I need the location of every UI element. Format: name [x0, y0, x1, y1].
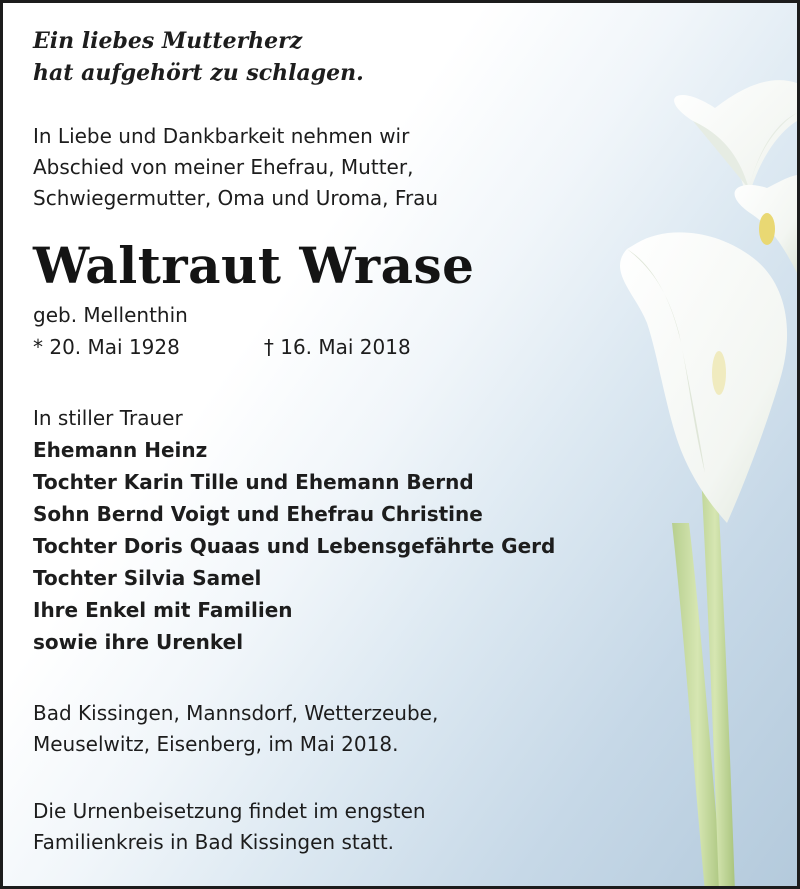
place-line: Bad Kissingen, Mannsdorf, Wetterzeube, — [33, 701, 439, 725]
place-line: Meuselwitz, Eisenberg, im Mai 2018. — [33, 732, 399, 756]
list-item: Tochter Doris Quaas und Lebensgefährte Gerd — [33, 534, 556, 558]
family-list — [33, 434, 556, 658]
place-and-date — [33, 698, 537, 760]
list-item: Tochter Karin Tille und Ehemann Bernd — [33, 470, 474, 494]
mourning-label: In stiller Trauer — [33, 406, 183, 430]
death-date: † 16. Mai 2018 — [263, 335, 411, 359]
headline-line: hat aufgehört zu schlagen. — [33, 60, 364, 86]
burial-line: Familienkreis in Bad Kissingen statt. — [33, 830, 395, 854]
intro-line: Schwiegermutter, Oma und Uroma, Frau — [33, 186, 439, 210]
life-dates — [33, 330, 537, 364]
intro-text — [33, 121, 537, 214]
burial-notice — [33, 796, 537, 858]
list-item: sowie ihre Urenkel — [33, 630, 244, 654]
burial-line: Die Urnenbeisetzung findet im engsten — [33, 799, 426, 823]
birth-date: * 20. Mai 1928 — [33, 335, 180, 359]
notice-content — [33, 25, 556, 858]
deceased-name: Waltraut Wrase — [33, 236, 475, 295]
headline-line: Ein liebes Mutterherz — [33, 28, 303, 54]
list-item: Ihre Enkel mit Familien — [33, 598, 293, 622]
birth-name: geb. Mellenthin — [33, 303, 188, 327]
list-item: Ehemann Heinz — [33, 438, 208, 462]
intro-line: Abschied von meiner Ehefrau, Mutter, — [33, 155, 414, 179]
list-item: Sohn Bernd Voigt und Ehefrau Christine — [33, 502, 483, 526]
intro-line: In Liebe und Dankbarkeit nehmen wir — [33, 124, 410, 148]
headline — [33, 25, 537, 89]
list-item: Tochter Silvia Samel — [33, 566, 262, 590]
